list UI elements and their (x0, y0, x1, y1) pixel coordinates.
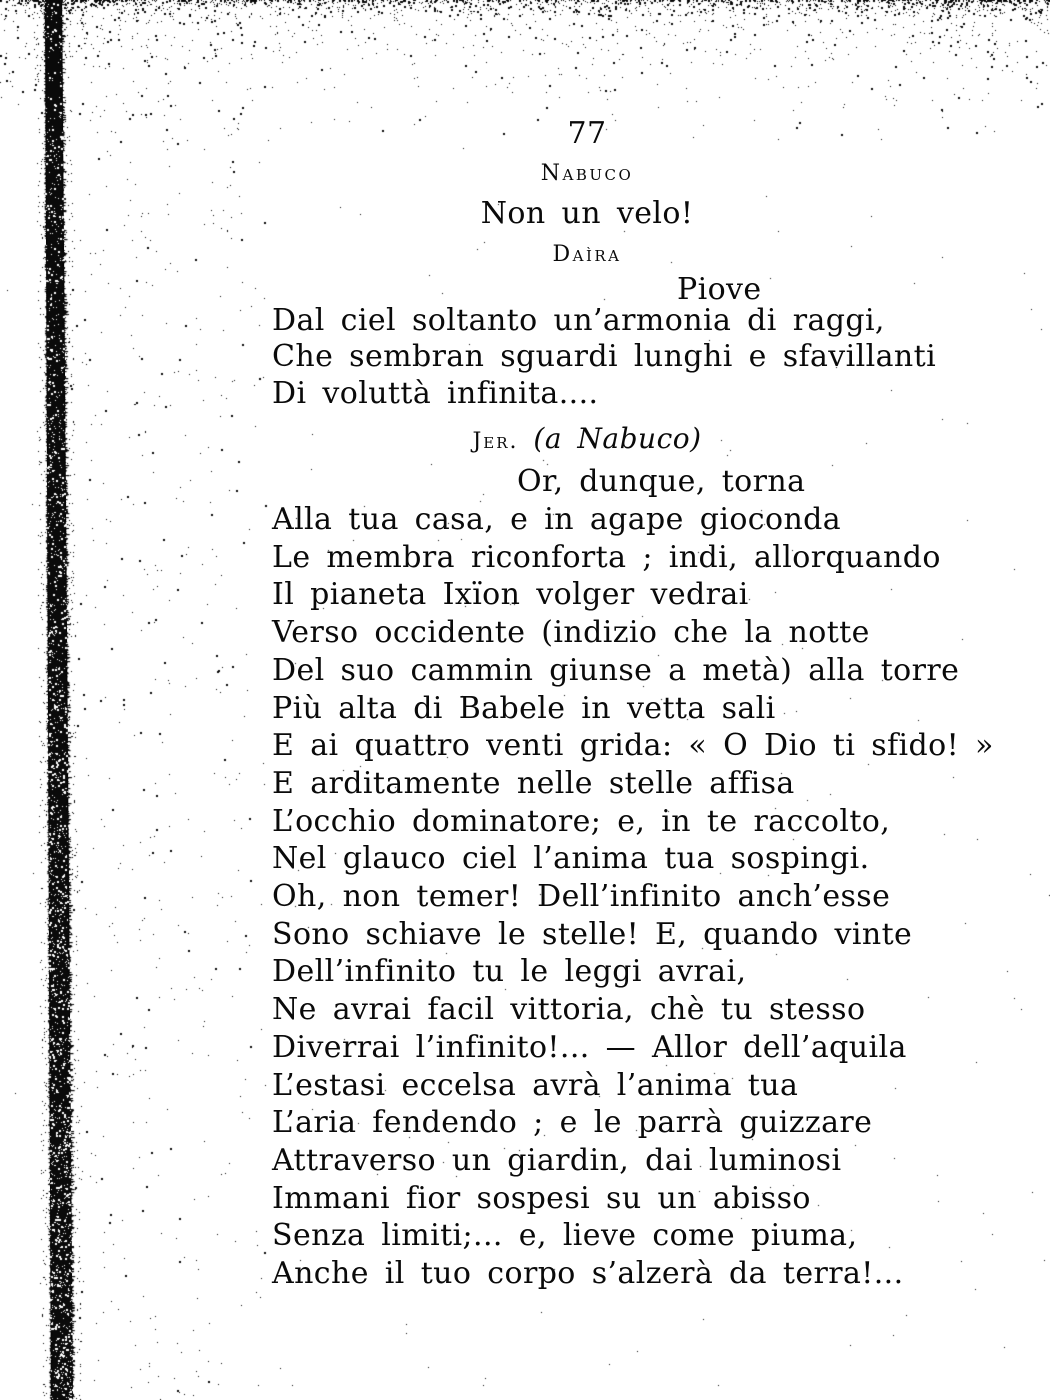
speaker-name-nabuco: Nabuco (540, 160, 634, 186)
verse-line: Più alta di Babele in vetta sali (272, 690, 776, 726)
verse-line: Il pianeta Ixïon volger vedrai (272, 577, 749, 613)
verse-line: L’estasi eccelsa avrà l’anima tua (272, 1067, 799, 1103)
verse-line: Che sembran sguardi lunghi e sfavillanti (272, 339, 937, 375)
verse-line: L’aria fendendo ; e le parrà guizzare (272, 1105, 873, 1141)
verse-line: E ai quattro venti grida: « O Dio ti sfido! » (272, 728, 994, 764)
verse-line: Alla tua casa, e in agape gioconda (272, 502, 842, 538)
verse-line: Attraverso un giardin, dai luminosi (272, 1142, 842, 1178)
verse-line: Senza limiti;... e, lieve come piuma, (272, 1218, 858, 1254)
verse-line: Verso occidente (indizio che la notte (272, 615, 870, 651)
verse-line: Dell’infinito tu le leggi avrai, (272, 954, 747, 990)
text-column (272, 115, 994, 1293)
verse-line: Non un velo! (480, 196, 694, 232)
speaker-name-jer: Jer. (472, 428, 519, 454)
verse-line: Di voluttà infinita.... (272, 375, 599, 411)
verse-line: Nel glauco ciel l’anima tua sospingi. (272, 841, 870, 877)
verse-line: Ne avrai facil vittoria, chè tu stesso (272, 992, 866, 1028)
verse-line: Sono schiave le stelle! E, quando vinte (272, 916, 913, 952)
speaker-name-daira: Daìra (552, 242, 622, 268)
verse-line: Del suo cammin giunse a metà) alla torre (272, 652, 960, 688)
page-number: 77 (567, 116, 607, 151)
verse-line: Immani fior sospesi su un abisso (272, 1180, 811, 1216)
speaker-heading-jer (272, 420, 902, 461)
verse-line: Le membra riconforta ; indi, allorquando (272, 539, 941, 575)
verse-line: Oh, non temer! Dell’infinito anch’esse (272, 879, 891, 915)
verse-line: Diverrai l’infinito!... — Allor dell’aquila (272, 1029, 907, 1065)
verse-line: Anche il tuo corpo s’alzerà da terra!... (272, 1256, 904, 1292)
verse-line: Dal ciel soltanto un’armonia di raggi, (272, 302, 885, 338)
stage-direction: (a Nabuco) (533, 421, 702, 455)
verse-line: L’occhio dominatore; e, in te raccolto, (272, 803, 891, 839)
verse-line: Or, dunque, torna (517, 464, 806, 500)
verse-line: E arditamente nelle stelle affisa (272, 765, 795, 801)
verse-line: Piove (677, 271, 762, 307)
